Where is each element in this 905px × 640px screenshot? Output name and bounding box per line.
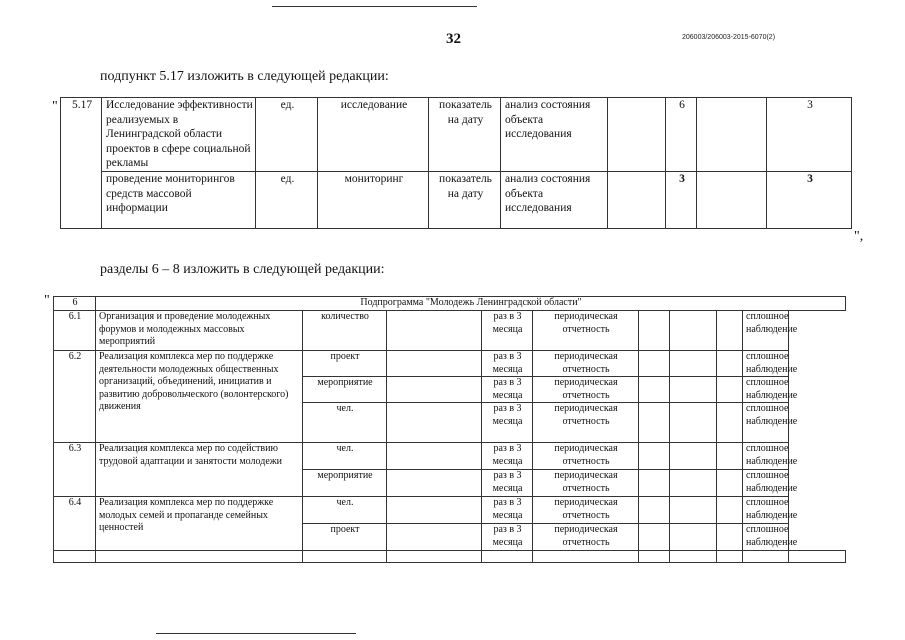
empty-cell [96,551,303,563]
table-row-filler [54,551,846,563]
observation-method-cell: сплошное наблюдение [743,351,789,377]
item-number-cell: 6.3 [54,443,96,497]
observation-method-cell: сплошное наблюдение [743,311,789,351]
frequency-cell: раз в 3 месяца [482,351,533,377]
kind-cell: мониторинг [318,172,429,229]
frequency-cell: раз в 3 месяца [482,524,533,551]
frequency-cell: раз в 3 месяца [482,470,533,497]
method-cell: анализ состояния объекта исследования [501,98,608,172]
observation-method-cell: сплошное наблюдение [743,497,789,524]
table-row [54,311,846,351]
empty-cell [743,551,789,563]
empty-cell [387,551,482,563]
empty-cell [697,172,767,229]
empty-cell [639,311,670,351]
unit-cell: мероприятие [303,377,387,403]
empty-cell [639,497,670,524]
empty-cell [670,311,717,351]
report-form-cell: периодическая отчетность [533,470,639,497]
table-section-6 [53,296,846,563]
section-number-cell: 6 [54,297,96,311]
unit-cell: проект [303,351,387,377]
observation-method-cell: сплошное наблюдение [743,403,789,443]
row-number-cell [61,172,102,229]
empty-cell [697,98,767,172]
table-row [61,98,852,172]
empty-cell [303,551,387,563]
value-cell: 3 [767,98,852,172]
empty-cell [387,311,482,351]
quote-open: " [52,99,58,114]
empty-cell [639,377,670,403]
empty-cell [639,403,670,443]
observation-method-cell: сплошное наблюдение [743,377,789,403]
empty-cell [717,403,743,443]
unit-cell: проект [303,524,387,551]
table-row [54,443,846,470]
empty-cell [789,551,846,563]
row-name-cell: Исследование эффективности реализуемых в Ленинградской области проектов в сфере социальной рекламы [102,98,256,172]
observation-method-cell: сплошное наблюдение [743,443,789,470]
empty-cell [387,377,482,403]
indicator-cell: показатель на дату [429,98,501,172]
item-name-cell: Реализация комплекса мер по поддержке деятельности молодежных общественных организаций, объединений, инициатив и развитию добровольческого (волонтерского) движения [96,351,303,443]
empty-cell [717,351,743,377]
table-subclause-5-17 [60,97,852,229]
report-form-cell: периодическая отчетность [533,524,639,551]
empty-cell [639,351,670,377]
page-number: 32 [446,31,461,47]
item-number-cell: 6.4 [54,497,96,551]
item-number-cell: 6.1 [54,311,96,351]
empty-cell [639,551,670,563]
empty-cell [670,497,717,524]
value-cell: 6 [666,98,697,172]
indicator-cell: показатель на дату [429,172,501,229]
table-row [61,172,852,229]
item-name-cell: Реализация комплекса мер по содействию трудовой адаптации и занятости молодежи [96,443,303,497]
empty-cell [717,377,743,403]
report-form-cell: периодическая отчетность [533,377,639,403]
empty-cell [670,524,717,551]
report-form-cell: периодическая отчетность [533,311,639,351]
report-form-cell: периодическая отчетность [533,351,639,377]
empty-cell [670,351,717,377]
empty-cell [387,497,482,524]
frequency-cell: раз в 3 месяца [482,377,533,403]
row-number-cell: 5.17 [61,98,102,172]
method-cell: анализ состояния объекта исследования [501,172,608,229]
document-id: 206003/206003-2015-6070(2) [682,34,776,41]
empty-cell [639,524,670,551]
report-form-cell: периодическая отчетность [533,403,639,443]
observation-method-cell: сплошное наблюдение [743,470,789,497]
table-row [54,497,846,524]
empty-cell [670,377,717,403]
empty-cell [717,470,743,497]
empty-cell [717,551,743,563]
empty-cell [670,551,717,563]
item-name-cell: Реализация комплекса мер по поддержке молодых семей и пропаганде семейных ценностей [96,497,303,551]
empty-cell [717,311,743,351]
quote-close: ", [854,229,864,244]
bottom-rule [156,633,356,634]
unit-cell: чел. [303,403,387,443]
empty-cell [387,443,482,470]
section-title-cell: Подпрограмма "Молодежь Ленинградской области" [96,297,846,311]
empty-cell [717,524,743,551]
empty-cell [717,443,743,470]
item-name-cell: Организация и проведение молодежных форумов и молодежных массовых мероприятий [96,311,303,351]
empty-cell [387,470,482,497]
unit-cell: чел. [303,497,387,524]
frequency-cell: раз в 3 месяца [482,443,533,470]
empty-cell [387,351,482,377]
empty-cell [639,443,670,470]
empty-cell [670,403,717,443]
empty-cell [717,497,743,524]
observation-method-cell: сплошное наблюдение [743,524,789,551]
empty-cell [533,551,639,563]
empty-cell [482,551,533,563]
empty-cell [639,470,670,497]
empty-cell [670,443,717,470]
unit-cell: ед. [256,172,318,229]
frequency-cell: раз в 3 месяца [482,311,533,351]
frequency-cell: раз в 3 месяца [482,497,533,524]
item-number-cell: 6.2 [54,351,96,443]
empty-cell [387,403,482,443]
value-cell: 3 [767,172,852,229]
unit-cell: ед. [256,98,318,172]
quote-open-2: " [44,293,50,308]
section-header-row [54,297,846,311]
kind-cell: исследование [318,98,429,172]
value-cell: 3 [666,172,697,229]
frequency-cell: раз в 3 месяца [482,403,533,443]
top-rule [272,6,477,7]
empty-cell [387,524,482,551]
empty-cell [608,172,666,229]
empty-cell [608,98,666,172]
unit-cell: чел. [303,443,387,470]
report-form-cell: периодическая отчетность [533,443,639,470]
unit-cell: количество [303,311,387,351]
table-row [54,351,846,377]
report-form-cell: периодическая отчетность [533,497,639,524]
empty-cell [670,470,717,497]
empty-cell [54,551,96,563]
paragraph-subclause: подпункт 5.17 изложить в следующей редакции: [100,69,389,84]
unit-cell: мероприятие [303,470,387,497]
row-name-cell: проведение мониторингов средств массовой информации [102,172,256,229]
paragraph-sections: разделы 6 – 8 изложить в следующей редакции: [100,262,385,277]
